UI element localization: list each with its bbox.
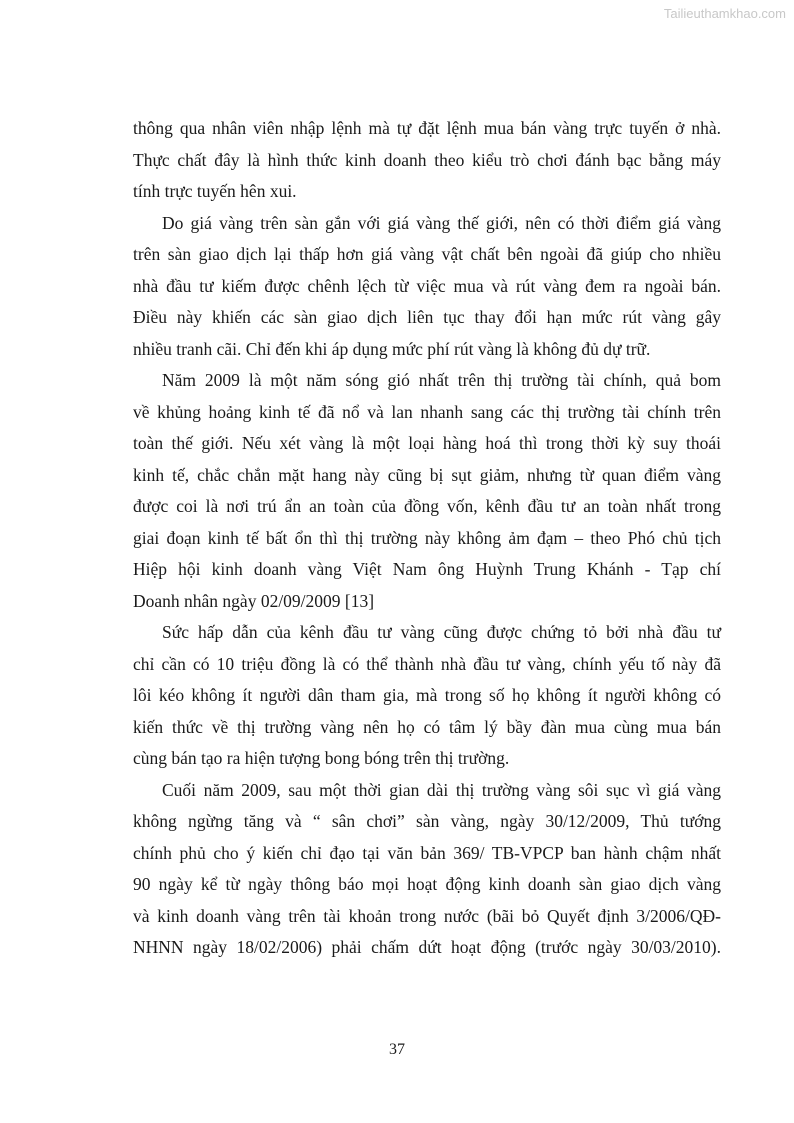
text-line: kiến thức về thị trường vàng nên họ có tâm lý bầy đàn mua cùng mua bán [133, 716, 721, 737]
text-line: nhiều tranh cãi. Chỉ đến khi áp dụng mức phí rút vàng là không đủ dự trữ. [133, 338, 651, 359]
text-line: toàn thế giới. Nếu xét vàng là một loại hàng hoá thì trong thời kỳ suy thoái [133, 433, 721, 453]
text-line: Hiệp hội kinh doanh vàng Việt Nam ông Huỳnh Trung Khánh - Tạp chí [133, 559, 721, 579]
text-line: thông qua nhân viên nhập lệnh mà tự đặt lệnh mua bán vàng trực tuyến ở nhà. [133, 118, 721, 138]
text-line: được coi là nơi trú ẩn an toàn của đồng vốn, kênh đầu tư an toàn nhất trong [133, 496, 721, 516]
text-line: nhà đầu tư kiếm được chênh lệch từ việc mua và rút vàng đem ra ngoài bán. [133, 275, 721, 296]
text-line: lôi kéo không ít người dân tham gia, mà trong số họ không ít người không có [133, 685, 721, 705]
text-line: tính trực tuyến hên xui. [133, 181, 297, 201]
text-line: về khủng hoảng kinh tế đã nổ và lan nhanh sang các thị trường tài chính trên [133, 401, 721, 422]
text-line: chỉ cần có 10 triệu đồng là có thể thành nhà đầu tư vàng, chính yếu tố này đã [133, 653, 721, 674]
text-line: NHNN ngày 18/02/2006) phải chấm dứt hoạt động (trước ngày 30/03/2010). [133, 937, 721, 957]
text-line: và kinh doanh vàng trên tài khoản trong nước (bãi bỏ Quyết định 3/2006/QĐ- [133, 905, 721, 926]
text-line: Điều này khiến các sàn giao dịch liên tục thay đổi hạn mức rút vàng gây [133, 307, 721, 327]
text-line: Doanh nhân ngày 02/09/2009 [13] [133, 590, 375, 611]
text-line: không ngừng tăng và “ sân chơi” sàn vàng, ngày 30/12/2009, Thủ tướng [133, 811, 721, 831]
text-line: Do giá vàng trên sàn gắn với giá vàng thế giới, nên có thời điểm giá vàng [162, 212, 721, 233]
watermark-text: Tailieuthamkhao.com [663, 6, 786, 21]
text-line: chính phủ cho ý kiến chỉ đạo tại văn bản 369/ TB-VPCP ban hành chậm nhất [133, 842, 721, 863]
text-line: Thực chất đây là hình thức kinh doanh theo kiểu trò chơi đánh bạc bằng máy [133, 149, 721, 170]
document-body [133, 113, 721, 964]
text-line: cùng bán tạo ra hiện tượng bong bóng trên thị trường. [133, 748, 510, 768]
text-line: kinh tế, chắc chắn mặt hang này cũng bị sụt giảm, nhưng từ quan điểm vàng [133, 464, 721, 485]
text-line: 90 ngày kể từ ngày thông báo mọi hoạt động kinh doanh sàn giao dịch vàng [133, 874, 721, 894]
text-line: trên sàn giao dịch lại thấp hơn giá vàng vật chất bên ngoài đã giúp cho nhiều [133, 244, 721, 264]
page-number: 37 [389, 1041, 405, 1058]
text-line: giai đoạn kinh tế bất ổn thì thị trường này không ảm đạm – theo Phó chủ tịch [133, 527, 721, 548]
text-line: Sức hấp dẫn của kênh đầu tư vàng cũng được chứng tỏ bởi nhà đầu tư [162, 622, 721, 642]
text-line: Năm 2009 là một năm sóng gió nhất trên thị trường tài chính, quả bom [162, 370, 721, 390]
text-line: Cuối năm 2009, sau một thời gian dài thị trường vàng sôi sục vì giá vàng [162, 779, 721, 800]
